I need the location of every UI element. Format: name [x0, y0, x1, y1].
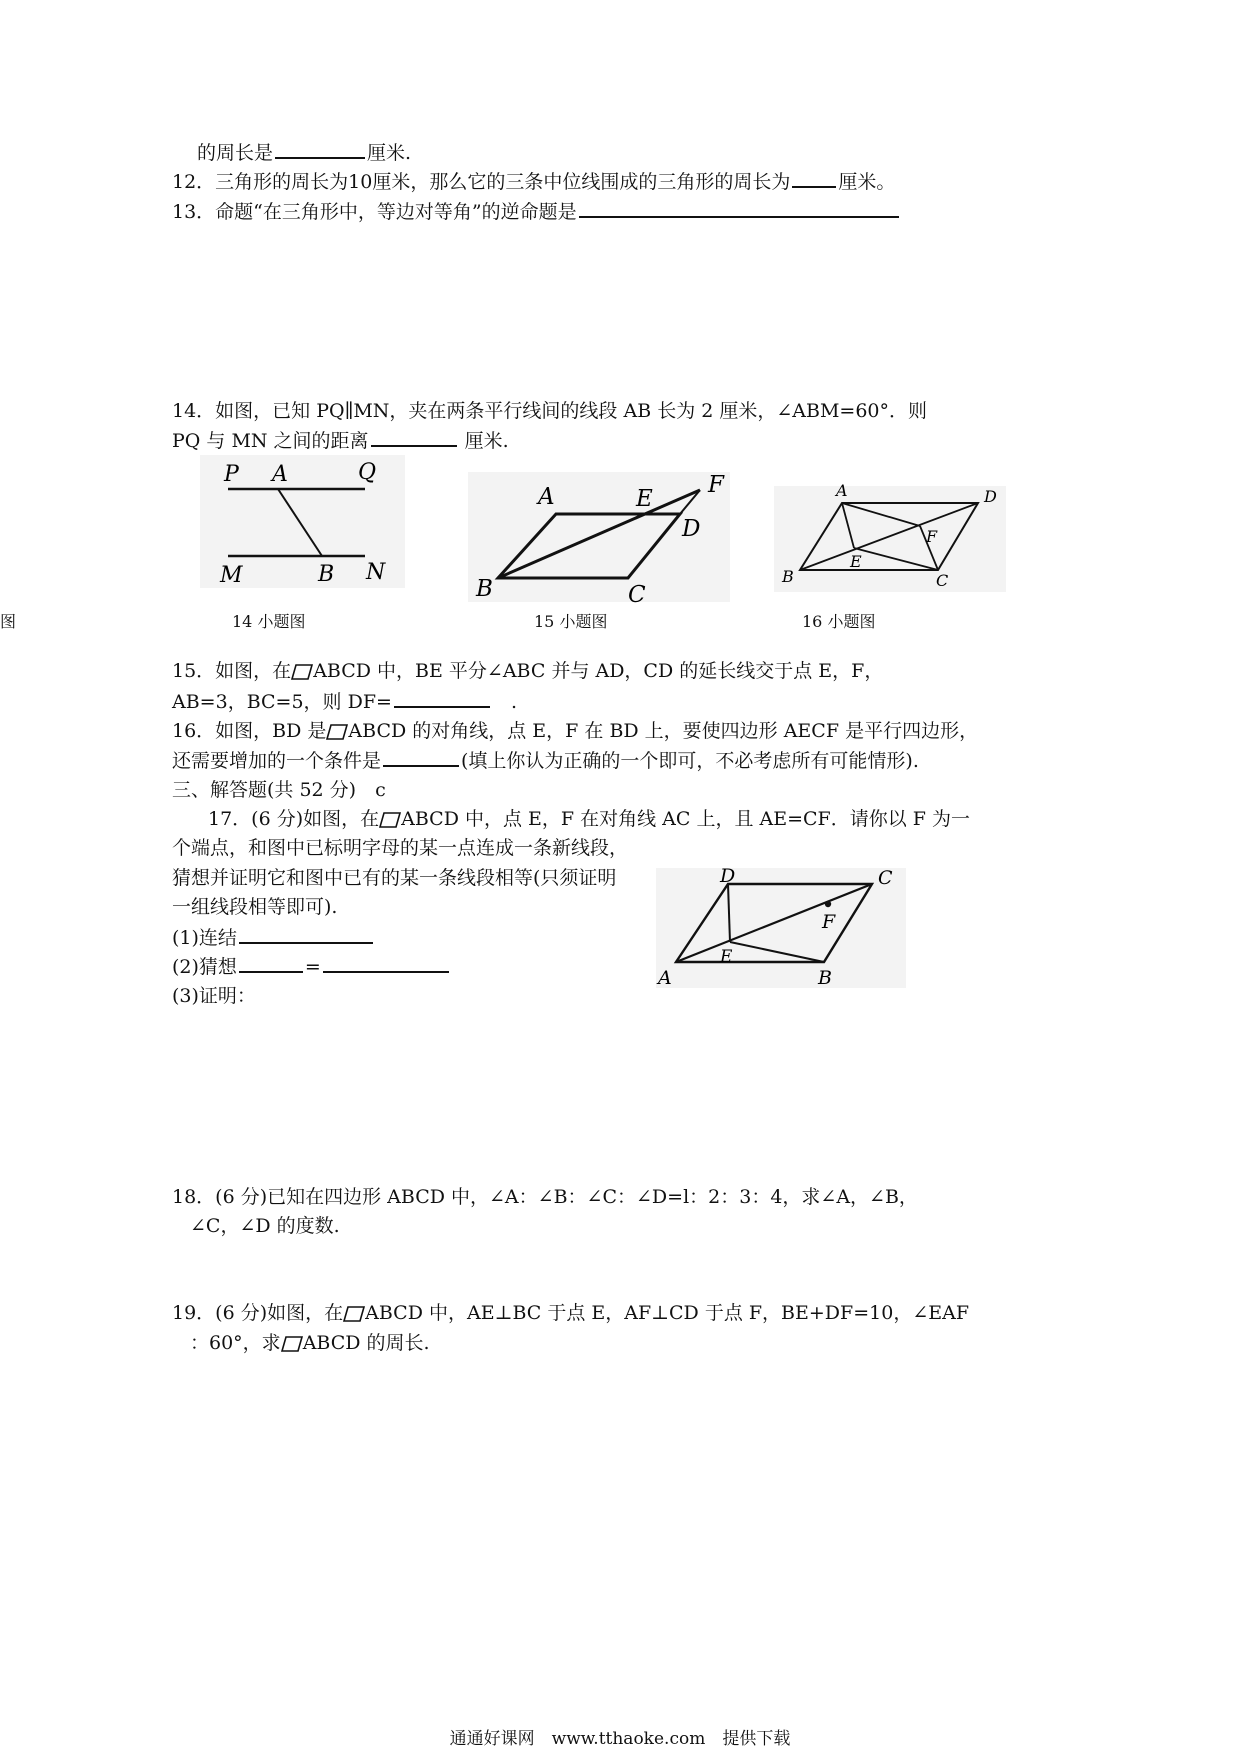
- question-17-line1: [208, 806, 970, 832]
- label-B: B: [476, 576, 493, 602]
- footer-credit: 通通好课网 www.tthaoke.com 提供下载: [449, 1729, 791, 1749]
- q11-unit: 厘米.: [367, 142, 412, 164]
- q17-guess-label: (2)猜想: [172, 956, 237, 978]
- question-17-guess: [172, 953, 451, 980]
- label-E: E: [636, 486, 653, 512]
- q15-text: 15．如图，在: [172, 660, 292, 682]
- section-3-heading: 三、解答题(共 52 分) c: [172, 779, 386, 801]
- question-18-line2: ∠C，∠D 的度数.: [190, 1215, 340, 1237]
- label-A: A: [658, 967, 672, 989]
- answer-blank[interactable]: [275, 139, 365, 159]
- margin-text: 图: [0, 612, 17, 631]
- q12-text: 12．三角形的周长为10厘米，那么它的三条中位线围成的三角形的周长为: [172, 171, 791, 193]
- q16-text-3: 还需要增加的一个条件是: [172, 750, 382, 772]
- label-F: F: [708, 472, 724, 498]
- label-Q: Q: [358, 460, 377, 485]
- question-19-line1: [172, 1300, 969, 1326]
- q17-text-2: ABCD 中，点 E，F 在对角线 AC 上，且 AE=CF．请你以 F 为一: [401, 808, 970, 830]
- answer-blank[interactable]: [371, 427, 457, 447]
- q12-unit: 厘米。: [838, 171, 896, 193]
- figure-17: [652, 862, 910, 992]
- q11-text: 的周长是: [197, 142, 274, 164]
- figure-14: [200, 455, 410, 590]
- question-17-connect: [172, 924, 375, 951]
- question-15-line1: [172, 658, 883, 684]
- q13-text: 13．命题“在三角形中，等边对等角”的逆命题是: [172, 201, 577, 223]
- answer-blank[interactable]: [394, 688, 490, 708]
- question-17-line3: 猜想并证明它和图中已有的某一条线段相等(只须证明: [172, 867, 617, 889]
- answer-blank[interactable]: [792, 168, 836, 188]
- q17-connect-label: (1)连结: [172, 927, 237, 949]
- q16-text-4: (填上你认为正确的一个即可，不必考虑所有可能情形).: [461, 750, 919, 772]
- line-q11-tail: [197, 139, 411, 166]
- answer-blank[interactable]: [579, 198, 899, 218]
- label-F: F: [822, 911, 836, 933]
- label-N: N: [366, 560, 386, 585]
- label-B: B: [782, 567, 794, 586]
- parallelogram-icon: [326, 724, 348, 738]
- label-F: F: [926, 527, 938, 546]
- label-A: A: [272, 462, 288, 487]
- label-D: D: [984, 487, 997, 506]
- question-14-line2: [172, 427, 509, 454]
- label-C: C: [936, 571, 949, 590]
- question-16-line2: [172, 747, 919, 774]
- answer-blank[interactable]: [323, 953, 449, 973]
- q19-text-4: ABCD 的周长.: [302, 1332, 430, 1354]
- q15-text-2: ABCD 中，BE 平分∠ABC 并与 AD，CD 的延长线交于点 E，F，: [313, 660, 884, 682]
- label-B: B: [318, 562, 335, 587]
- q17-text: 17．(6 分)如图，在: [208, 808, 380, 830]
- q14-text: 14．如图，已知 PQ∥MN，夹在两条平行线间的线段 AB 长为 2 厘米，∠ABM=60°．则: [172, 400, 928, 422]
- question-13: [172, 198, 901, 225]
- question-17-proof: (3)证明：: [172, 985, 256, 1007]
- label-C: C: [628, 582, 646, 608]
- label-D: D: [720, 865, 736, 887]
- parallelogram-icon: [291, 664, 313, 678]
- label-B: B: [818, 967, 832, 989]
- figure-15: [468, 466, 738, 608]
- q19-text-2: ABCD 中，AE⊥BC 于点 E，AF⊥CD 于点 F，BE+DF=10，∠EAF: [365, 1302, 970, 1324]
- caption-14: 14 小题图: [232, 612, 306, 631]
- label-E: E: [850, 552, 862, 571]
- parallelogram-icon: [343, 1306, 365, 1320]
- parallelogram-icon: [281, 1336, 303, 1350]
- question-15-line2: [172, 688, 517, 715]
- question-17-line2: 个端点，和图中已标明字母的某一点连成一条新线段，: [172, 837, 629, 859]
- figure-16: [770, 478, 1010, 596]
- answer-blank[interactable]: [239, 953, 303, 973]
- q15-text-3: AB=3，BC=5，则 DF=: [172, 691, 392, 713]
- q16-text: 16．如图，BD 是: [172, 720, 327, 742]
- label-C: C: [878, 867, 893, 889]
- question-14-line1: [172, 398, 927, 424]
- question-17-line4: 一组线段相等即可).: [172, 896, 338, 918]
- q16-text-2: ABCD 的对角线，点 E，F 在 BD 上，要使四边形 AECF 是平行四边形，: [348, 720, 979, 742]
- question-19-line2: [190, 1330, 430, 1356]
- q14-unit: 厘米.: [464, 430, 509, 452]
- question-12: [172, 168, 895, 195]
- caption-16: 16 小题图: [802, 612, 876, 631]
- q19-text: 19．(6 分)如图，在: [172, 1302, 344, 1324]
- label-A: A: [538, 484, 555, 510]
- q19-text-3: ：60°，求: [190, 1332, 281, 1354]
- parallelogram-icon: [379, 812, 401, 826]
- label-P: P: [224, 462, 239, 487]
- label-M: M: [220, 563, 243, 588]
- equals-sign: =: [304, 956, 321, 978]
- q15-period: .: [510, 691, 517, 713]
- label-E: E: [720, 947, 733, 967]
- caption-15: 15 小题图: [534, 612, 608, 631]
- answer-blank[interactable]: [383, 747, 459, 767]
- label-D: D: [682, 516, 701, 542]
- question-16-line1: [172, 718, 978, 744]
- answer-blank[interactable]: [239, 924, 373, 944]
- q14-text-2: PQ 与 MN 之间的距离: [172, 430, 369, 452]
- question-18-line1: 18．(6 分)已知在四边形 ABCD 中，∠A：∠B：∠C：∠D=l：2：3：4，求∠A，∠B，: [172, 1186, 918, 1208]
- label-A: A: [836, 481, 848, 500]
